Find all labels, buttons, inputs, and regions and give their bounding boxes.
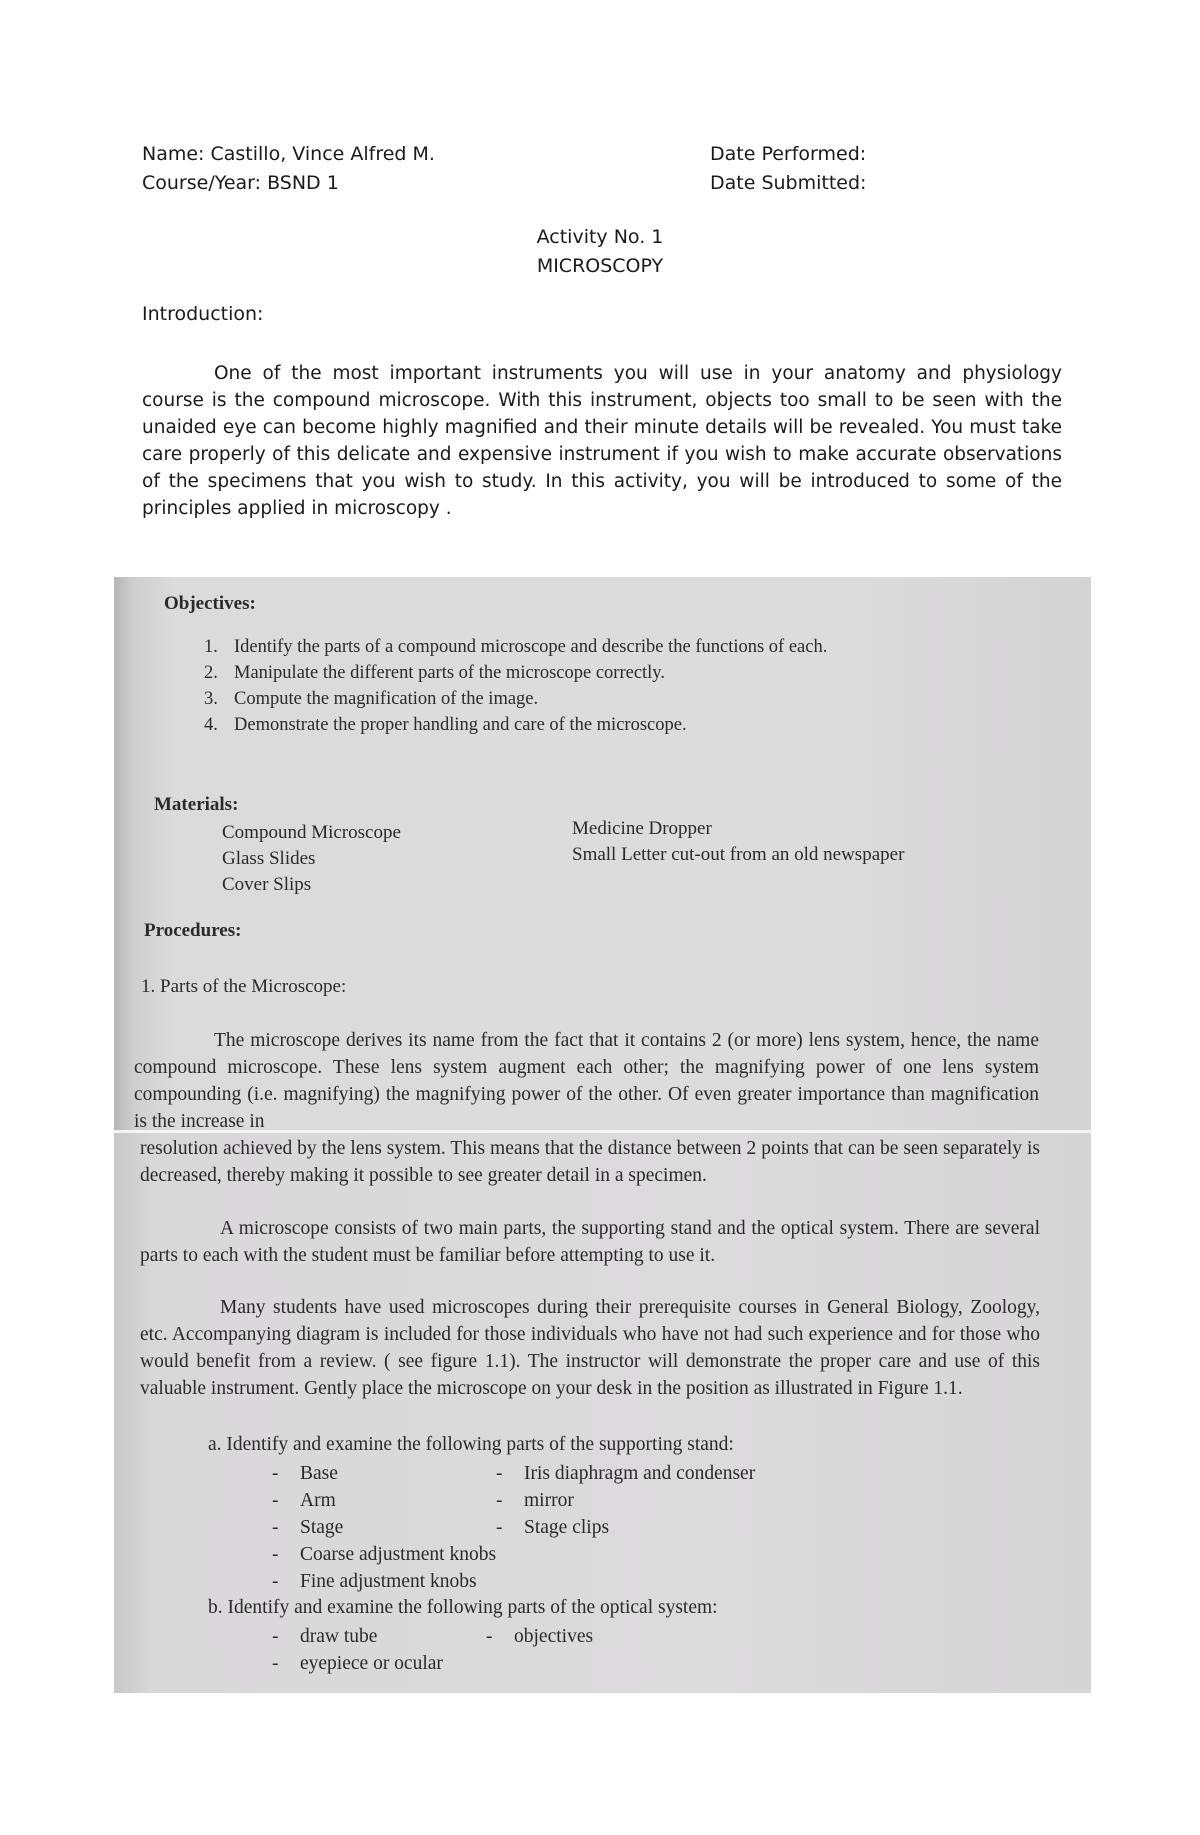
list-item: - mirror — [496, 1490, 574, 1511]
paragraph: The microscope derives its name from the fact that it contains 2 (or more) lens system, hence, the name compound microscope. These lens system augment each other; the magnifying power of one lens system compounding (i.e. magnifying) the magnifying power of the other. Of even greater importance than magnification is the increase in — [134, 1030, 1039, 1132]
objectives-list — [204, 634, 1054, 738]
paragraph: resolution achieved by the lens system. This means that the distance between 2 points that can be seen separately is decreased, thereby making it possible to see greater detail in a specimen. — [140, 1138, 1040, 1186]
list-item: - Stage clips — [496, 1517, 610, 1538]
list-item: - eyepiece or ocular — [272, 1653, 443, 1674]
date-submitted: Date Submitted: — [710, 172, 867, 194]
header-left — [142, 140, 435, 198]
introduction-text: One of the most important instruments you will use in your anatomy and physiology course is the compound microscope. With this instrument, objects too small to be seen with the unaided eye can become highly magnified and their minute details will be revealed. You must take care properly of this delicate and expensive instrument if you wish to make accurate observations of the specimens that you wish to study. In this activity, you will be introduced to some of the principles applied in microscopy . — [142, 363, 1062, 519]
list-item: Small Letter cut-out from an old newspaper — [572, 844, 905, 865]
materials-left — [222, 820, 401, 898]
list-item: - draw tube — [272, 1626, 378, 1647]
parts-heading: 1. Parts of the Microscope: — [141, 976, 347, 997]
subsection-a-heading: a. Identify and examine the following parts of the supporting stand: — [208, 1434, 734, 1455]
materials-right — [572, 816, 904, 868]
header-right — [710, 140, 866, 198]
list-item: 3. Compute the magnification of the image. — [204, 689, 539, 709]
stand-parts-right — [496, 1460, 755, 1541]
list-item: - Fine adjustment knobs — [272, 1571, 477, 1592]
introduction-heading: Introduction: — [142, 303, 264, 325]
list-item: - Base — [272, 1463, 338, 1484]
list-item: Medicine Dropper — [572, 818, 712, 839]
activity-title-block — [0, 223, 1200, 281]
list-item: 4. Demonstrate the proper handling and care of the microscope. — [204, 715, 687, 735]
course-year: Course/Year: BSND 1 — [142, 172, 339, 194]
scanned-page-photo — [114, 577, 1091, 1693]
list-item: - Iris diaphragm and condenser — [496, 1463, 756, 1484]
optical-parts-right — [486, 1623, 593, 1650]
materials-heading: Materials: — [154, 794, 239, 815]
list-item: 2. Manipulate the different parts of the microscope correctly. — [204, 663, 665, 683]
list-item: Cover Slips — [222, 874, 312, 895]
paragraph: A microscope consists of two main parts, the supporting stand and the optical system. There are several parts to each with the student must be familiar before attempting to use it. — [140, 1218, 1040, 1266]
optical-parts-left — [272, 1623, 443, 1677]
list-item: - Coarse adjustment knobs — [272, 1544, 497, 1565]
list-item: - objectives — [486, 1626, 594, 1647]
list-item: Compound Microscope — [222, 822, 401, 843]
student-name: Name: Castillo, Vince Alfred M. — [142, 143, 435, 165]
stand-parts-left — [272, 1460, 496, 1595]
list-item: Glass Slides — [222, 848, 316, 869]
subsection-b-heading: b. Identify and examine the following parts of the optical system: — [208, 1597, 718, 1618]
list-item: - Arm — [272, 1490, 336, 1511]
activity-title: MICROSCOPY — [536, 255, 664, 277]
activity-number: Activity No. 1 — [536, 226, 664, 248]
date-performed: Date Performed: — [710, 143, 867, 165]
list-item: - Stage — [272, 1517, 344, 1538]
list-item: 1. Identify the parts of a compound microscope and describe the functions of each. — [204, 637, 828, 657]
paragraph: Many students have used microscopes during their prerequisite courses in General Biology, Zoology, etc. Accompanying diagram is included for those individuals who have not had such experience and for those who would benefit from a review. ( see figure 1.1). The instructor will demonstrate the proper care and use of this valuable instrument. Gently place the microscope on your desk in the position as illustrated in Figure 1.1. — [140, 1297, 1040, 1399]
objectives-heading: Objectives: — [164, 593, 256, 614]
procedures-heading: Procedures: — [144, 920, 242, 941]
